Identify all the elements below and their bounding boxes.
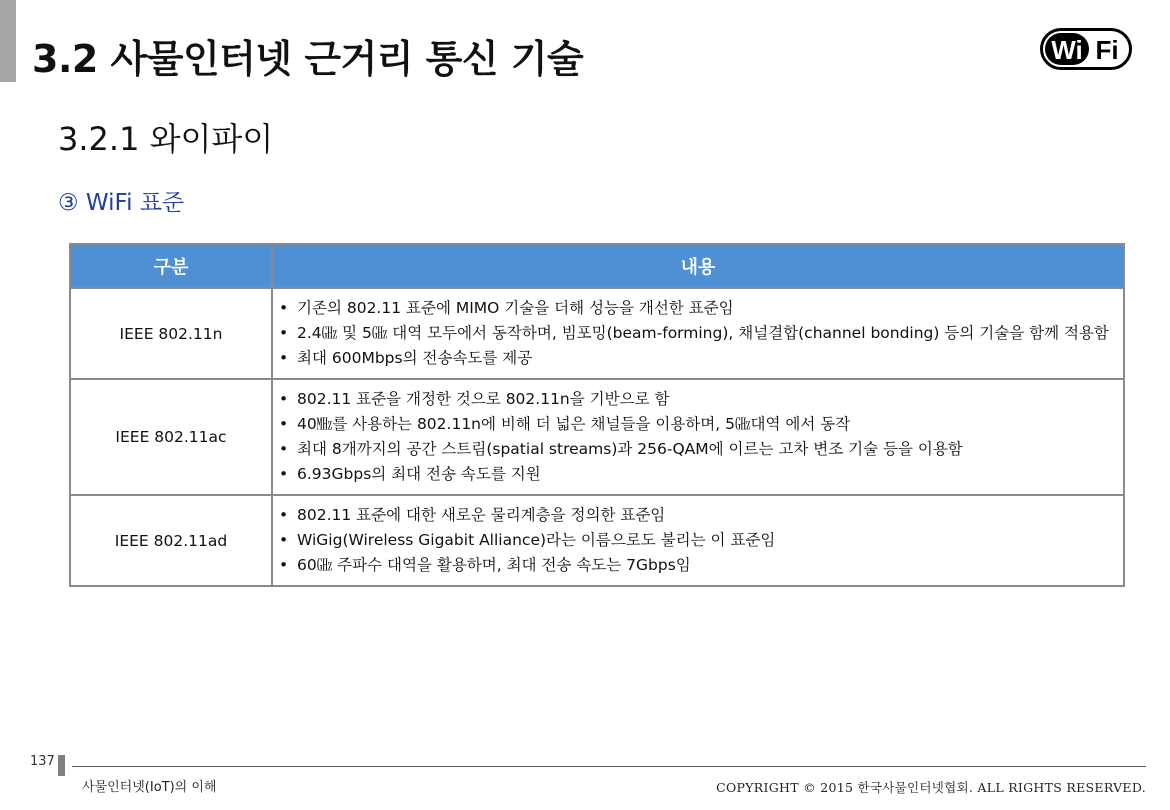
table-header-row	[70, 244, 1124, 288]
standard-name: IEEE 802.11ad	[70, 495, 272, 586]
wifi-standards-table	[69, 243, 1125, 587]
standard-name: IEEE 802.11ac	[70, 379, 272, 495]
standard-name: IEEE 802.11n	[70, 288, 272, 379]
list-item: • 6.93Gbps의 최대 전송 속도를 지원	[277, 462, 1113, 487]
table-row	[70, 495, 1124, 586]
list-item: • 802.11 표준을 개정한 것으로 802.11n을 기반으로 함	[277, 387, 1113, 412]
table-row	[70, 379, 1124, 495]
list-item: • 2.4㎓ 및 5㎓ 대역 모두에서 동작하며, 빔포밍(beam-forming), 채널결합(channel bonding) 등의 기술을 함께 적용함	[277, 321, 1113, 346]
standard-description	[272, 288, 1124, 379]
wifi-logo-icon	[1040, 28, 1132, 70]
page-title: 3.2 사물인터넷 근거리 통신 기술	[32, 37, 584, 81]
footer-divider	[72, 766, 1146, 767]
section-title: 3.2.1 와이파이	[58, 120, 274, 158]
column-header-category: 구분	[70, 244, 272, 288]
list-item: • 60㎓ 주파수 대역을 활용하며, 최대 전송 속도는 7Gbps임	[277, 553, 1113, 578]
standard-description	[272, 495, 1124, 586]
copyright-notice: COPYRIGHT © 2015 한국사물인터넷협회. ALL RIGHTS RESERVED.	[716, 780, 1146, 795]
wifi-logo-text-left: Wi	[1051, 35, 1083, 65]
footer-page-marker	[58, 755, 65, 776]
book-title: 사물인터넷(IoT)의 이해	[82, 780, 217, 795]
standard-description	[272, 379, 1124, 495]
list-item: • 최대 8개까지의 공간 스트림(spatial streams)과 256-QAM에 이르는 고차 변조 기술 등을 이용함	[277, 437, 1113, 462]
wifi-logo-text-right: Fi	[1095, 35, 1119, 65]
table-row	[70, 288, 1124, 379]
column-header-content: 내용	[272, 244, 1124, 288]
subsection-title: ③ WiFi 표준	[58, 190, 185, 216]
list-item: • 40㎒를 사용하는 802.11n에 비해 더 넓은 채널들을 이용하며, 5㎓대역 에서 동작	[277, 412, 1113, 437]
list-item: • WiGig(Wireless Gigabit Alliance)라는 이름으로도 불리는 이 표준임	[277, 528, 1113, 553]
list-item: • 최대 600Mbps의 전송속도를 제공	[277, 346, 1113, 371]
title-accent-bar	[0, 0, 16, 82]
list-item: • 기존의 802.11 표준에 MIMO 기술을 더해 성능을 개선한 표준임	[277, 296, 1113, 321]
list-item: • 802.11 표준에 대한 새로운 물리계층을 정의한 표준임	[277, 503, 1113, 528]
page-number: 137	[30, 754, 55, 769]
